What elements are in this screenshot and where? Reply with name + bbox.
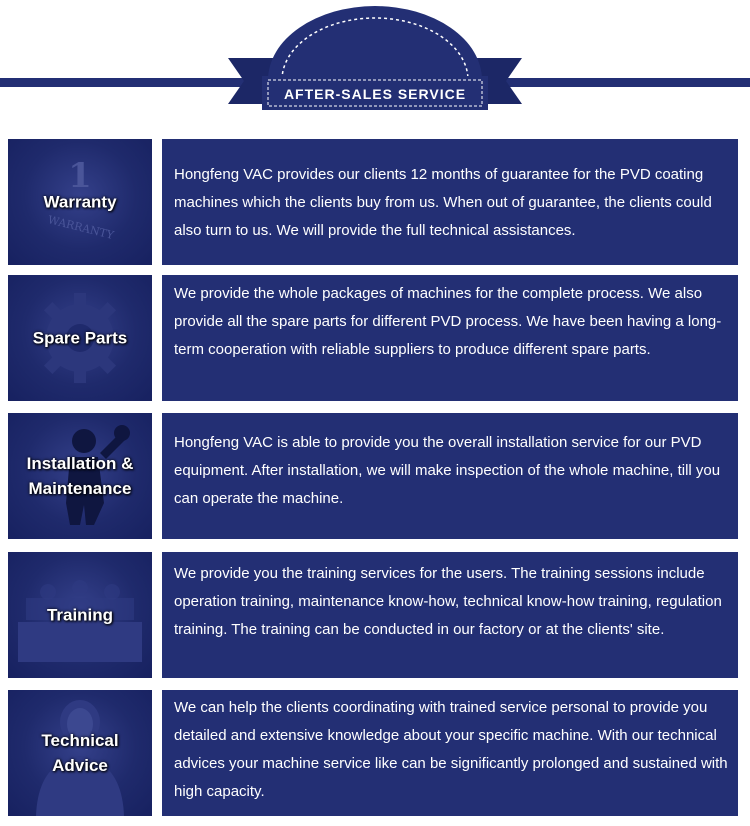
service-label-box — [8, 139, 152, 265]
service-label — [8, 451, 152, 501]
service-label-line2: Maintenance — [28, 479, 132, 498]
section-header — [0, 0, 750, 125]
emblem-number: 1 — [68, 156, 92, 196]
service-label: Training — [46, 605, 114, 625]
service-label-line1: Installation & — [26, 454, 134, 473]
service-label-box — [8, 275, 152, 401]
service-description: Hongfeng VAC is able to provide you the overall installation service for our PVD equipment. After installation, we will make inspection of the whole machine, till you can operate the machine. — [162, 413, 738, 539]
service-label-box — [8, 552, 152, 678]
service-description: Hongfeng VAC provides our clients 12 months of guarantee for the PVD coating machines which the clients buy from us. When out of guarantee, the clients could also turn to us. We will provide the full technical assistances. — [162, 139, 738, 265]
service-description: We provide the whole packages of machines for the complete process. We also provide all the spare parts for different PVD process. We have been having a long-term cooperation with reliable suppliers to produce different spare parts. — [162, 275, 738, 401]
service-row-installation — [8, 413, 738, 539]
service-label-box — [8, 413, 152, 539]
service-row-spare-parts — [8, 275, 738, 401]
service-row-training — [8, 552, 738, 678]
service-description: We provide you the training services for the users. The training sessions include operation training, maintenance know-how, technical know-how training, regulation training. The training can be conducted in our factory or at the clients' site. — [162, 552, 738, 678]
service-label-line2: Advice — [52, 756, 108, 775]
service-label — [8, 728, 152, 778]
service-row-technical-advice — [8, 690, 738, 816]
emblem-caption: WARRANTY — [46, 213, 116, 243]
service-row-warranty — [8, 139, 738, 265]
service-label-box — [8, 690, 152, 816]
service-description: We can help the clients coordinating with trained service personal to provide you detailed and extensive knowledge about your specific machine. With our technical advices your machine service like can be significantly prolonged and sustained with high capacity. — [162, 690, 738, 816]
service-label-line1: Technical — [41, 731, 119, 750]
service-label: Warranty — [43, 192, 117, 212]
service-label: Spare Parts — [32, 328, 128, 348]
header-title: AFTER-SALES SERVICE — [283, 86, 467, 102]
